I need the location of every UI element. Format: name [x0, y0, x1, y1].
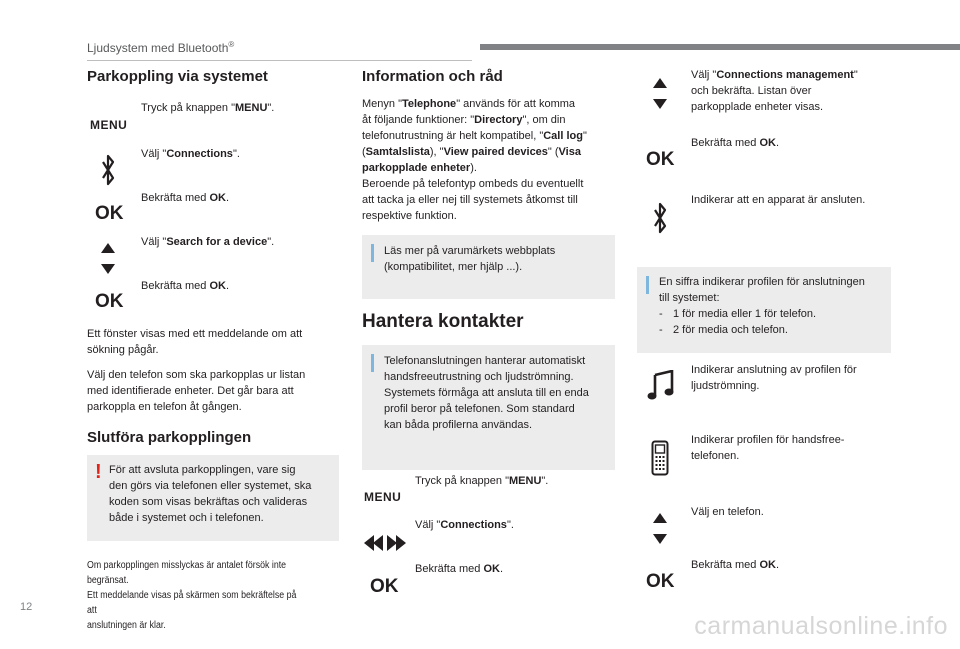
handsfree-phone-icon: [651, 440, 669, 476]
page-number: 12: [20, 601, 33, 613]
info-text: En siffra indikerar profilen för anslutningen till systemet: - 1 för media eller 1 för telefon. - 2 för media och telefon.: [659, 276, 865, 336]
info-marker: [646, 276, 649, 294]
ok-key-icon: OK: [95, 291, 124, 312]
heading-parkoppling: Parkoppling via systemet: [87, 68, 268, 85]
info-marker: [371, 354, 374, 372]
header-bar: [480, 44, 960, 50]
warning-icon: !: [95, 461, 102, 483]
warning-box: [87, 455, 339, 541]
heading-information: Information och råd: [362, 68, 503, 85]
step-text: Välj "Connections management" och bekräfta. Listan över parkopplade enheter visas.: [691, 69, 858, 113]
menu-key-icon: MENU: [364, 490, 402, 504]
left-right-arrows-icon: [364, 535, 406, 551]
step-text: Bekräfta med OK.: [691, 137, 780, 149]
step-text: Bekräfta med OK.: [691, 559, 780, 571]
bluetooth-icon: [653, 201, 667, 235]
watermark: carmanualsonline.info: [694, 612, 948, 640]
paragraph: Välj den telefon som ska parkopplas ur listan med identifierade enheter. Det går bara att parkoppla en telefon åt gången.: [87, 369, 306, 413]
ok-key-icon: OK: [646, 149, 675, 170]
step-text: Indikerar anslutning av profilen för ljudströmning.: [691, 364, 857, 392]
heading-hantera: Hantera kontakter: [362, 311, 524, 332]
step-text: Tryck på knappen "MENU".: [141, 102, 275, 114]
up-down-arrows-icon: [101, 243, 115, 275]
step-text: Välj "Connections".: [415, 519, 514, 531]
small-note: Om parkopplingen misslyckas är antalet försök inte begränsat. Ett meddelande visas på skärmen som bekräftelse på att anslutningen är klar.: [87, 560, 297, 631]
info-text: Telefonanslutningen hanterar automatiskt handsfreeutrustning och ljudströmning. Systemets förmåga att ansluta till en enda profil beror på telefonen. Som standard kan båda profilerna användas.: [384, 355, 589, 431]
bluetooth-icon: [101, 153, 115, 187]
step-text: Välj "Connections".: [141, 148, 240, 160]
menu-key-icon: MENU: [90, 118, 128, 132]
running-header: Ljudsystem med Bluetooth®: [87, 40, 235, 55]
ok-key-icon: OK: [370, 576, 399, 597]
info-box: [362, 345, 615, 470]
header-rule: [87, 60, 472, 61]
music-note-icon: [647, 370, 675, 400]
ok-key-icon: OK: [95, 203, 124, 224]
step-text: Välj en telefon.: [691, 506, 764, 518]
paragraph: Menyn "Telephone" används för att komma åt följande funktioner: "Directory", om din telefonutrustning är helt kompatibel, "Call log" (Samtalslista), "View paired devices" (Visa parkopplade enheter). Beroende på telefontyp ombeds du eventuellt att tacka ja eller nej till systemets åtkomst till respektive funktion.: [362, 98, 587, 222]
step-text: Indikerar profilen för handsfree- telefonen.: [691, 434, 845, 462]
info-box: [637, 267, 891, 353]
info-box: [362, 235, 615, 299]
step-text: Välj "Search for a device".: [141, 236, 275, 248]
info-marker: [371, 244, 374, 262]
ok-key-icon: OK: [646, 571, 675, 592]
up-down-arrows-icon: [653, 513, 667, 545]
up-down-arrows-icon: [653, 78, 667, 110]
step-text: Tryck på knappen "MENU".: [415, 475, 549, 487]
paragraph: Ett fönster visas med ett meddelande om att sökning pågår.: [87, 328, 303, 356]
heading-slutfora: Slutföra parkopplingen: [87, 429, 252, 446]
info-text: Läs mer på varumärkets webbplats (kompatibilitet, mer hjälp ...).: [384, 245, 556, 273]
step-text: Bekräfta med OK.: [141, 280, 230, 292]
step-text: Bekräfta med OK.: [415, 563, 504, 575]
warning-text: För att avsluta parkopplingen, vare sig den görs via telefonen eller systemet, ska koden som visas bekräftas och valideras både i systemet och i telefonen.: [109, 464, 312, 524]
step-text: Indikerar att en apparat är ansluten.: [691, 194, 866, 206]
step-text: Bekräfta med OK.: [141, 192, 230, 204]
